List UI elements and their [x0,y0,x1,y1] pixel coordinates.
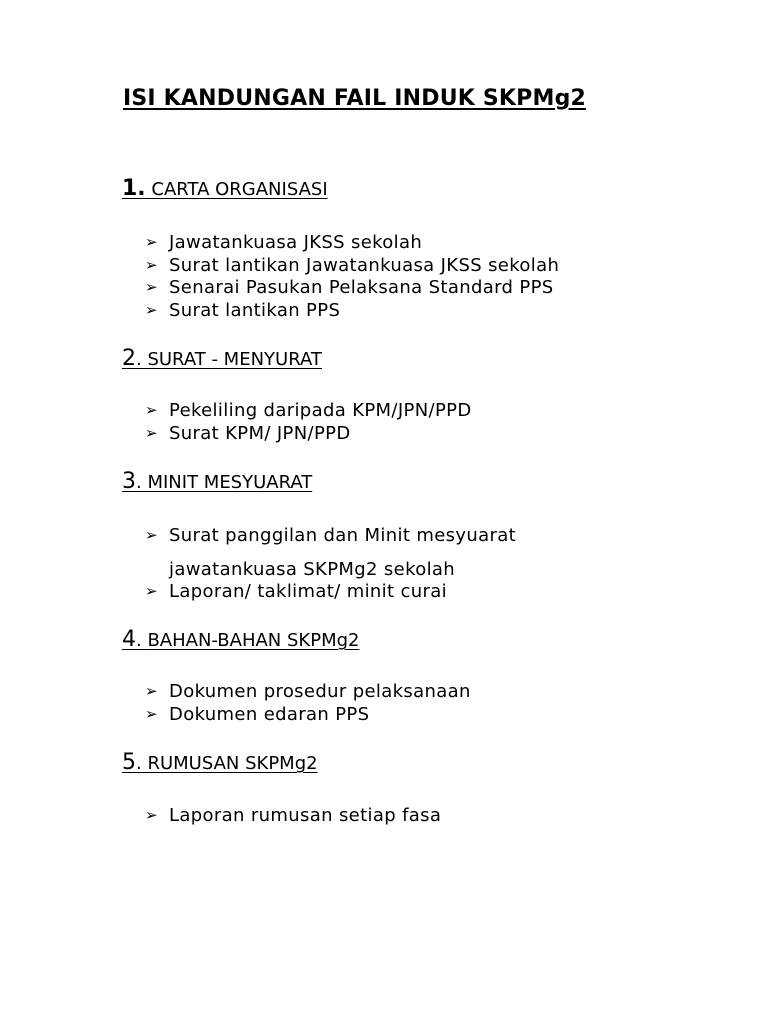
list-item [145,231,559,254]
list-item-text: Laporan/ taklimat/ minit curai [169,581,448,602]
arrow-bullet-icon: ➢ [145,401,158,419]
list-item [145,299,559,322]
list-item [145,422,472,445]
list-item-text: Surat KPM/ JPN/PPD [169,422,351,444]
section-title: BAHAN-BAHAN SKPMg2 [147,630,360,651]
section-list-minit-mesyuarat [145,524,516,603]
arrow-bullet-icon: ➢ [145,255,158,274]
section-list-surat-menyurat [145,399,472,444]
arrow-bullet-icon: ➢ [145,300,158,319]
section-title: SURAT - MENYURAT [147,349,322,370]
section-list-bahan-bahan [145,680,471,725]
section-heading-bahan-bahan: 4. BAHAN-BAHAN SKPMg2 [122,627,360,652]
list-item [145,703,471,726]
list-item-text: Jawatankuasa JKSS sekolah [169,232,423,253]
list-item [145,276,559,299]
list-item-text: Surat lantikan PPS [169,299,341,321]
section-number: 3 [122,469,136,494]
arrow-bullet-icon: ➢ [145,704,158,723]
list-item-text: Surat panggilan dan Minit mesyuarat [169,525,517,546]
section-heading-minit-mesyuarat: 3. MINIT MESYUARAT [122,469,313,494]
arrow-bullet-icon: ➢ [145,233,158,251]
list-item [145,580,516,603]
section-number: 5 [122,750,136,775]
section-number: 4 [122,627,136,652]
list-item [145,680,471,703]
list-item-text: Dokumen edaran PPS [169,703,370,725]
list-item-text: Laporan rumusan setiap fasa [169,805,442,826]
section-heading-carta-organisasi [122,176,328,201]
list-item-text: Pekeliling daripada KPM/JPN/PPD [169,400,472,421]
list-item-text: Senarai Pasukan Pelaksana Standard PPS [169,277,554,298]
list-item [145,524,516,580]
list-item-text: Surat lantikan Jawatankuasa JKSS sekolah [169,254,560,276]
section-number: 2 [122,346,136,371]
arrow-bullet-icon: ➢ [145,423,158,442]
arrow-bullet-icon: ➢ [145,682,158,700]
section-heading-surat-menyurat: 2. SURAT - MENYURAT [122,346,322,371]
list-item-text: Dokumen prosedur pelaksanaan [169,681,471,702]
section-title: RUMUSAN SKPMg2 [147,753,318,774]
list-item-text-continued: jawatankuasa SKPMg2 sekolah [169,559,456,580]
section-list-carta-organisasi [145,231,559,321]
list-item [145,804,441,827]
section-number: 1. [122,176,146,201]
arrow-bullet-icon: ➢ [145,526,158,544]
section-title: CARTA ORGANISASI [151,179,328,200]
section-list-rumusan [145,804,441,827]
arrow-bullet-icon: ➢ [145,806,158,824]
arrow-bullet-icon: ➢ [145,582,158,600]
section-heading-rumusan: 5. RUMUSAN SKPMg2 [122,750,318,775]
list-item [145,399,472,422]
list-item [145,254,559,277]
arrow-bullet-icon: ➢ [145,278,158,296]
document-title: ISI KANDUNGAN FAIL INDUK SKPMg2 [123,86,587,111]
section-title: MINIT MESYUARAT [147,472,313,493]
